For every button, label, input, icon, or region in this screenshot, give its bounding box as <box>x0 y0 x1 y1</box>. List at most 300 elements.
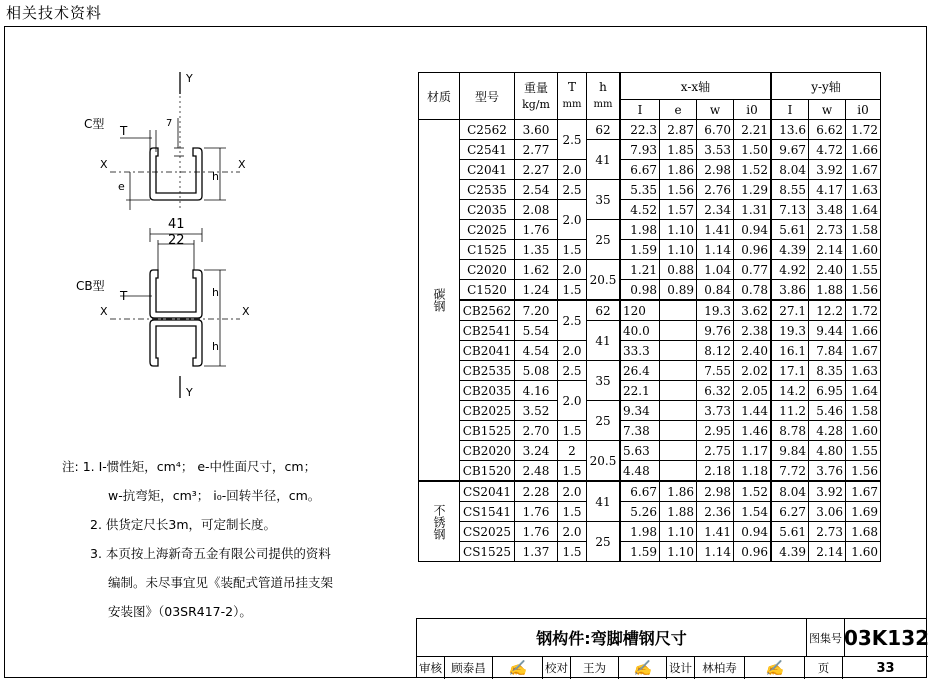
ix-cell: 4.48 <box>620 461 660 482</box>
wx-cell: 2.98 <box>697 481 734 502</box>
i0y-cell: 1.63 <box>846 361 881 381</box>
e-cell <box>660 401 697 421</box>
i0y-cell: 1.63 <box>846 180 881 200</box>
note-3a: 3. 本页按上海新奇五金有限公司提供的资料 <box>90 546 331 561</box>
height-cell: 35 <box>587 361 621 401</box>
c-axis-x-right: X <box>238 158 246 171</box>
material-cell: 碳钢 <box>419 120 460 482</box>
cb-dim-22: 22 <box>168 233 185 248</box>
i0y-cell: 1.64 <box>846 200 881 220</box>
c-dim-e: e <box>118 180 125 193</box>
weight-cell: 2.48 <box>515 461 558 482</box>
height-cell: 41 <box>587 321 621 361</box>
wx-cell: 0.84 <box>697 280 734 301</box>
ix-cell: 0.98 <box>620 280 660 301</box>
e-cell: 1.10 <box>660 522 697 542</box>
iy-cell: 17.1 <box>771 361 809 381</box>
checker-name: 王为 <box>571 657 619 679</box>
model-cell: CB1525 <box>460 421 515 441</box>
wy-cell: 3.76 <box>809 461 846 482</box>
weight-cell: 2.70 <box>515 421 558 441</box>
note-2: 2. 供货定尺长3m，可定制长度。 <box>90 517 277 532</box>
designer-name: 林柏寿 <box>695 657 745 679</box>
model-cell: C2041 <box>460 160 515 180</box>
section-drawings <box>60 60 360 410</box>
thickness-cell: 2.0 <box>558 260 587 280</box>
i0y-cell: 1.69 <box>846 502 881 522</box>
thickness-cell: 1.5 <box>558 421 587 441</box>
i0x-cell: 1.50 <box>734 140 772 160</box>
iy-cell: 5.61 <box>771 220 809 240</box>
table-row <box>419 481 881 502</box>
c-axis-y-label: Y <box>186 72 193 85</box>
i0y-cell: 1.72 <box>846 300 881 321</box>
iy-cell: 16.1 <box>771 341 809 361</box>
i0x-cell: 1.29 <box>734 180 772 200</box>
i0y-cell: 1.58 <box>846 401 881 421</box>
note-1b: w-抗弯矩，cm³； i₀-回转半径，cm。 <box>108 488 321 503</box>
cb-axis-x-left: X <box>100 305 108 318</box>
signature-row <box>417 657 928 679</box>
iy-cell: 13.6 <box>771 120 809 140</box>
thickness-cell: 2.5 <box>558 180 587 200</box>
weight-cell: 7.20 <box>515 300 558 321</box>
iy-cell: 9.84 <box>771 441 809 461</box>
e-cell <box>660 441 697 461</box>
thickness-cell: 2.5 <box>558 120 587 160</box>
ix-cell: 7.38 <box>620 421 660 441</box>
wy-cell: 2.40 <box>809 260 846 280</box>
e-cell: 0.88 <box>660 260 697 280</box>
thickness-cell: 1.5 <box>558 280 587 301</box>
i0x-cell: 1.54 <box>734 502 772 522</box>
table-row <box>419 321 881 341</box>
wy-cell: 2.14 <box>809 542 846 562</box>
i0y-cell: 1.67 <box>846 481 881 502</box>
model-cell: C1525 <box>460 240 515 260</box>
e-cell: 1.57 <box>660 200 697 220</box>
table-row <box>419 542 881 562</box>
wy-cell: 4.17 <box>809 180 846 200</box>
table-row <box>419 220 881 240</box>
thickness-cell: 2.5 <box>558 300 587 341</box>
e-cell <box>660 341 697 361</box>
page-label: 页 <box>805 657 843 679</box>
wy-cell: 2.73 <box>809 220 846 240</box>
wx-cell: 6.70 <box>697 120 734 140</box>
cb-dim-h-lower: h <box>212 340 219 353</box>
wy-cell: 2.73 <box>809 522 846 542</box>
ix-cell: 6.67 <box>620 481 660 502</box>
height-cell: 20.5 <box>587 441 621 482</box>
ix-cell: 1.59 <box>620 240 660 260</box>
i0x-cell: 2.02 <box>734 361 772 381</box>
model-cell: C2541 <box>460 140 515 160</box>
header-ix: I <box>620 100 660 120</box>
notes-prefix: 注: <box>62 459 79 474</box>
note-3b: 编制。未尽事宜见《装配式管道吊挂支架 <box>108 575 334 590</box>
design-label: 设计 <box>667 657 695 679</box>
iy-cell: 8.55 <box>771 180 809 200</box>
iy-cell: 5.61 <box>771 522 809 542</box>
wy-cell: 1.88 <box>809 280 846 301</box>
wy-cell: 4.72 <box>809 140 846 160</box>
height-cell: 20.5 <box>587 260 621 301</box>
checker-signature: ✍ <box>619 657 667 679</box>
c-dim-h: h <box>212 170 219 183</box>
ix-cell: 5.63 <box>620 441 660 461</box>
i0y-cell: 1.68 <box>846 522 881 542</box>
e-cell <box>660 461 697 482</box>
i0y-cell: 1.66 <box>846 140 881 160</box>
cb-section-lower <box>150 320 202 366</box>
weight-cell: 1.76 <box>515 522 558 542</box>
header-i0x: i0 <box>734 100 772 120</box>
header-i0y: i0 <box>846 100 881 120</box>
cb-dim-41: 41 <box>168 217 185 232</box>
wx-cell: 2.95 <box>697 421 734 441</box>
wx-cell: 6.32 <box>697 381 734 401</box>
header-t: T mm <box>558 73 587 120</box>
model-cell: CS1525 <box>460 542 515 562</box>
i0x-cell: 1.31 <box>734 200 772 220</box>
c-type-label: C型 <box>84 117 105 131</box>
table-row <box>419 200 881 220</box>
thickness-cell: 2.0 <box>558 341 587 361</box>
header-wx: w <box>697 100 734 120</box>
page-number: 33 <box>876 660 895 676</box>
weight-cell: 2.28 <box>515 481 558 502</box>
wy-cell: 4.80 <box>809 441 846 461</box>
i0x-cell: 1.52 <box>734 481 772 502</box>
ix-cell: 1.21 <box>620 260 660 280</box>
wx-cell: 2.76 <box>697 180 734 200</box>
wx-cell: 2.34 <box>697 200 734 220</box>
weight-cell: 3.52 <box>515 401 558 421</box>
e-cell <box>660 381 697 401</box>
e-cell <box>660 361 697 381</box>
i0y-cell: 1.67 <box>846 160 881 180</box>
weight-cell: 1.24 <box>515 280 558 301</box>
thickness-cell: 1.5 <box>558 542 587 562</box>
i0x-cell: 0.78 <box>734 280 772 301</box>
channel-spec-table <box>418 72 881 562</box>
atlas-number: 03K132 <box>845 619 928 657</box>
wy-cell: 6.62 <box>809 120 846 140</box>
cb-type-label: CB型 <box>76 279 105 293</box>
c-dim-7: 7 <box>166 118 173 129</box>
check-label: 校对 <box>543 657 571 679</box>
table-row <box>419 260 881 280</box>
wx-cell: 1.41 <box>697 522 734 542</box>
note-3c: 安装图》（03SR417-2）。 <box>108 604 252 619</box>
i0x-cell: 2.21 <box>734 120 772 140</box>
wx-cell: 9.76 <box>697 321 734 341</box>
weight-cell: 4.54 <box>515 341 558 361</box>
i0x-cell: 0.96 <box>734 542 772 562</box>
height-cell: 41 <box>587 481 621 522</box>
weight-cell: 1.35 <box>515 240 558 260</box>
thickness-cell: 1.5 <box>558 461 587 482</box>
i0x-cell: 0.94 <box>734 522 772 542</box>
height-cell: 62 <box>587 300 621 321</box>
wx-cell: 3.73 <box>697 401 734 421</box>
i0x-cell: 2.38 <box>734 321 772 341</box>
wx-cell: 1.14 <box>697 542 734 562</box>
table-row <box>419 300 881 321</box>
iy-cell: 4.39 <box>771 240 809 260</box>
i0x-cell: 0.94 <box>734 220 772 240</box>
thickness-cell: 1.5 <box>558 502 587 522</box>
height-cell: 41 <box>587 140 621 180</box>
wx-cell: 8.12 <box>697 341 734 361</box>
e-cell: 1.86 <box>660 160 697 180</box>
wx-cell: 19.3 <box>697 300 734 321</box>
ix-cell: 22.1 <box>620 381 660 401</box>
table-row <box>419 381 881 401</box>
table-row <box>419 401 881 421</box>
table-row <box>419 160 881 180</box>
e-cell: 2.87 <box>660 120 697 140</box>
header-iy: I <box>771 100 809 120</box>
iy-cell: 19.3 <box>771 321 809 341</box>
wy-cell: 12.2 <box>809 300 846 321</box>
ix-cell: 40.0 <box>620 321 660 341</box>
c-dim-t: T <box>120 124 128 138</box>
drawing-title: 钢构件:弯脚槽钢尺寸 <box>417 619 807 657</box>
table-row <box>419 361 881 381</box>
ix-cell: 26.4 <box>620 361 660 381</box>
height-cell: 35 <box>587 180 621 220</box>
wx-cell: 2.75 <box>697 441 734 461</box>
height-cell: 25 <box>587 220 621 260</box>
weight-cell: 1.62 <box>515 260 558 280</box>
ix-cell: 5.35 <box>620 180 660 200</box>
wx-cell: 2.18 <box>697 461 734 482</box>
iy-cell: 8.78 <box>771 421 809 441</box>
e-cell <box>660 421 697 441</box>
model-cell: CB2035 <box>460 381 515 401</box>
wy-cell: 9.44 <box>809 321 846 341</box>
i0y-cell: 1.66 <box>846 321 881 341</box>
iy-cell: 7.72 <box>771 461 809 482</box>
model-cell: CB2541 <box>460 321 515 341</box>
notes <box>62 452 333 626</box>
header-xx-axis: x-x轴 <box>620 73 771 100</box>
i0x-cell: 3.62 <box>734 300 772 321</box>
thickness-cell: 2.0 <box>558 160 587 180</box>
weight-cell: 2.77 <box>515 140 558 160</box>
iy-cell: 4.92 <box>771 260 809 280</box>
wy-cell: 5.46 <box>809 401 846 421</box>
atlas-label: 图集号 <box>807 619 845 657</box>
model-cell: CB2041 <box>460 341 515 361</box>
iy-cell: 6.27 <box>771 502 809 522</box>
i0y-cell: 1.72 <box>846 120 881 140</box>
wy-cell: 3.06 <box>809 502 846 522</box>
header-h: h mm <box>587 73 621 120</box>
table-row <box>419 280 881 301</box>
thickness-cell: 2.0 <box>558 481 587 502</box>
i0x-cell: 2.40 <box>734 341 772 361</box>
model-cell: CB2562 <box>460 300 515 321</box>
weight-cell: 1.76 <box>515 502 558 522</box>
cb-dim-h-upper: h <box>212 286 219 299</box>
height-cell: 25 <box>587 401 621 441</box>
review-label: 审核 <box>417 657 445 679</box>
iy-cell: 3.86 <box>771 280 809 301</box>
wx-cell: 1.41 <box>697 220 734 240</box>
ix-cell: 22.3 <box>620 120 660 140</box>
iy-cell: 14.2 <box>771 381 809 401</box>
weight-cell: 3.24 <box>515 441 558 461</box>
thickness-cell: 2.0 <box>558 381 587 421</box>
e-cell <box>660 321 697 341</box>
model-cell: C2020 <box>460 260 515 280</box>
i0y-cell: 1.60 <box>846 542 881 562</box>
header-wy: w <box>809 100 846 120</box>
cb-dim-t: T <box>120 289 128 303</box>
i0y-cell: 1.58 <box>846 220 881 240</box>
i0x-cell: 0.96 <box>734 240 772 260</box>
weight-cell: 2.08 <box>515 200 558 220</box>
ix-cell: 1.98 <box>620 220 660 240</box>
i0x-cell: 2.05 <box>734 381 772 401</box>
ix-cell: 120 <box>620 300 660 321</box>
wx-cell: 1.14 <box>697 240 734 260</box>
title-block <box>416 618 930 678</box>
e-cell: 1.88 <box>660 502 697 522</box>
iy-cell: 27.1 <box>771 300 809 321</box>
i0x-cell: 1.46 <box>734 421 772 441</box>
iy-cell: 8.04 <box>771 160 809 180</box>
header-weight: 重量 kg/m <box>515 73 558 120</box>
i0y-cell: 1.67 <box>846 341 881 361</box>
e-cell <box>660 300 697 321</box>
table-row <box>419 140 881 160</box>
ix-cell: 1.98 <box>620 522 660 542</box>
model-cell: CB2025 <box>460 401 515 421</box>
i0x-cell: 1.18 <box>734 461 772 482</box>
ix-cell: 7.93 <box>620 140 660 160</box>
i0x-cell: 1.44 <box>734 401 772 421</box>
table-row <box>419 502 881 522</box>
designer-signature: ✍ <box>745 657 805 679</box>
i0y-cell: 1.56 <box>846 280 881 301</box>
e-cell: 1.86 <box>660 481 697 502</box>
cb-axis-x-right: X <box>242 305 250 318</box>
table-row <box>419 180 881 200</box>
e-cell: 1.10 <box>660 220 697 240</box>
i0x-cell: 1.17 <box>734 441 772 461</box>
model-cell: C2535 <box>460 180 515 200</box>
e-cell: 1.10 <box>660 542 697 562</box>
i0y-cell: 1.64 <box>846 381 881 401</box>
thickness-cell: 2.0 <box>558 200 587 240</box>
model-cell: C2562 <box>460 120 515 140</box>
weight-cell: 5.54 <box>515 321 558 341</box>
iy-cell: 8.04 <box>771 481 809 502</box>
c-axis-x-left: X <box>100 158 108 171</box>
wy-cell: 2.14 <box>809 240 846 260</box>
header-material: 材质 <box>419 73 460 120</box>
wx-cell: 2.98 <box>697 160 734 180</box>
header-e: e <box>660 100 697 120</box>
model-cell: CB2020 <box>460 441 515 461</box>
i0y-cell: 1.55 <box>846 260 881 280</box>
wy-cell: 4.28 <box>809 421 846 441</box>
wx-cell: 1.04 <box>697 260 734 280</box>
wy-cell: 7.84 <box>809 341 846 361</box>
table-row <box>419 522 881 542</box>
ix-cell: 33.3 <box>620 341 660 361</box>
table-row <box>419 421 881 441</box>
weight-cell: 1.37 <box>515 542 558 562</box>
wy-cell: 3.48 <box>809 200 846 220</box>
i0y-cell: 1.60 <box>846 240 881 260</box>
table-row <box>419 120 881 140</box>
weight-cell: 2.27 <box>515 160 558 180</box>
model-cell: C2025 <box>460 220 515 240</box>
ix-cell: 5.26 <box>620 502 660 522</box>
i0y-cell: 1.60 <box>846 421 881 441</box>
ix-cell: 4.52 <box>620 200 660 220</box>
weight-cell: 4.16 <box>515 381 558 401</box>
weight-cell: 2.54 <box>515 180 558 200</box>
e-cell: 1.56 <box>660 180 697 200</box>
model-cell: CS2041 <box>460 481 515 502</box>
header-model: 型号 <box>460 73 515 120</box>
e-cell: 0.89 <box>660 280 697 301</box>
model-cell: CB1520 <box>460 461 515 482</box>
wy-cell: 3.92 <box>809 481 846 502</box>
ix-cell: 9.34 <box>620 401 660 421</box>
reviewer-signature: ✍ <box>493 657 543 679</box>
iy-cell: 9.67 <box>771 140 809 160</box>
wy-cell: 3.92 <box>809 160 846 180</box>
thickness-cell: 2.0 <box>558 522 587 542</box>
header-yy-axis: y-y轴 <box>771 73 881 100</box>
e-cell: 1.10 <box>660 240 697 260</box>
wy-cell: 6.95 <box>809 381 846 401</box>
model-cell: CS1541 <box>460 502 515 522</box>
thickness-cell: 2 <box>558 441 587 461</box>
e-cell: 1.85 <box>660 140 697 160</box>
wx-cell: 3.53 <box>697 140 734 160</box>
i0x-cell: 1.52 <box>734 160 772 180</box>
model-cell: C2035 <box>460 200 515 220</box>
table-row <box>419 341 881 361</box>
weight-cell: 1.76 <box>515 220 558 240</box>
ix-cell: 1.59 <box>620 542 660 562</box>
i0x-cell: 0.77 <box>734 260 772 280</box>
material-cell: 不锈钢 <box>419 481 460 562</box>
wx-cell: 2.36 <box>697 502 734 522</box>
cb-axis-y-label: Y <box>186 386 193 399</box>
model-cell: C1520 <box>460 280 515 301</box>
iy-cell: 4.39 <box>771 542 809 562</box>
wy-cell: 8.35 <box>809 361 846 381</box>
reviewer-name: 顾泰昌 <box>445 657 493 679</box>
note-1a: 1. I-惯性矩，cm⁴； e-中性面尺寸，cm； <box>82 459 317 474</box>
i0y-cell: 1.56 <box>846 461 881 482</box>
table-row <box>419 441 881 461</box>
model-cell: CB2535 <box>460 361 515 381</box>
iy-cell: 11.2 <box>771 401 809 421</box>
iy-cell: 7.13 <box>771 200 809 220</box>
weight-cell: 5.08 <box>515 361 558 381</box>
height-cell: 25 <box>587 522 621 562</box>
